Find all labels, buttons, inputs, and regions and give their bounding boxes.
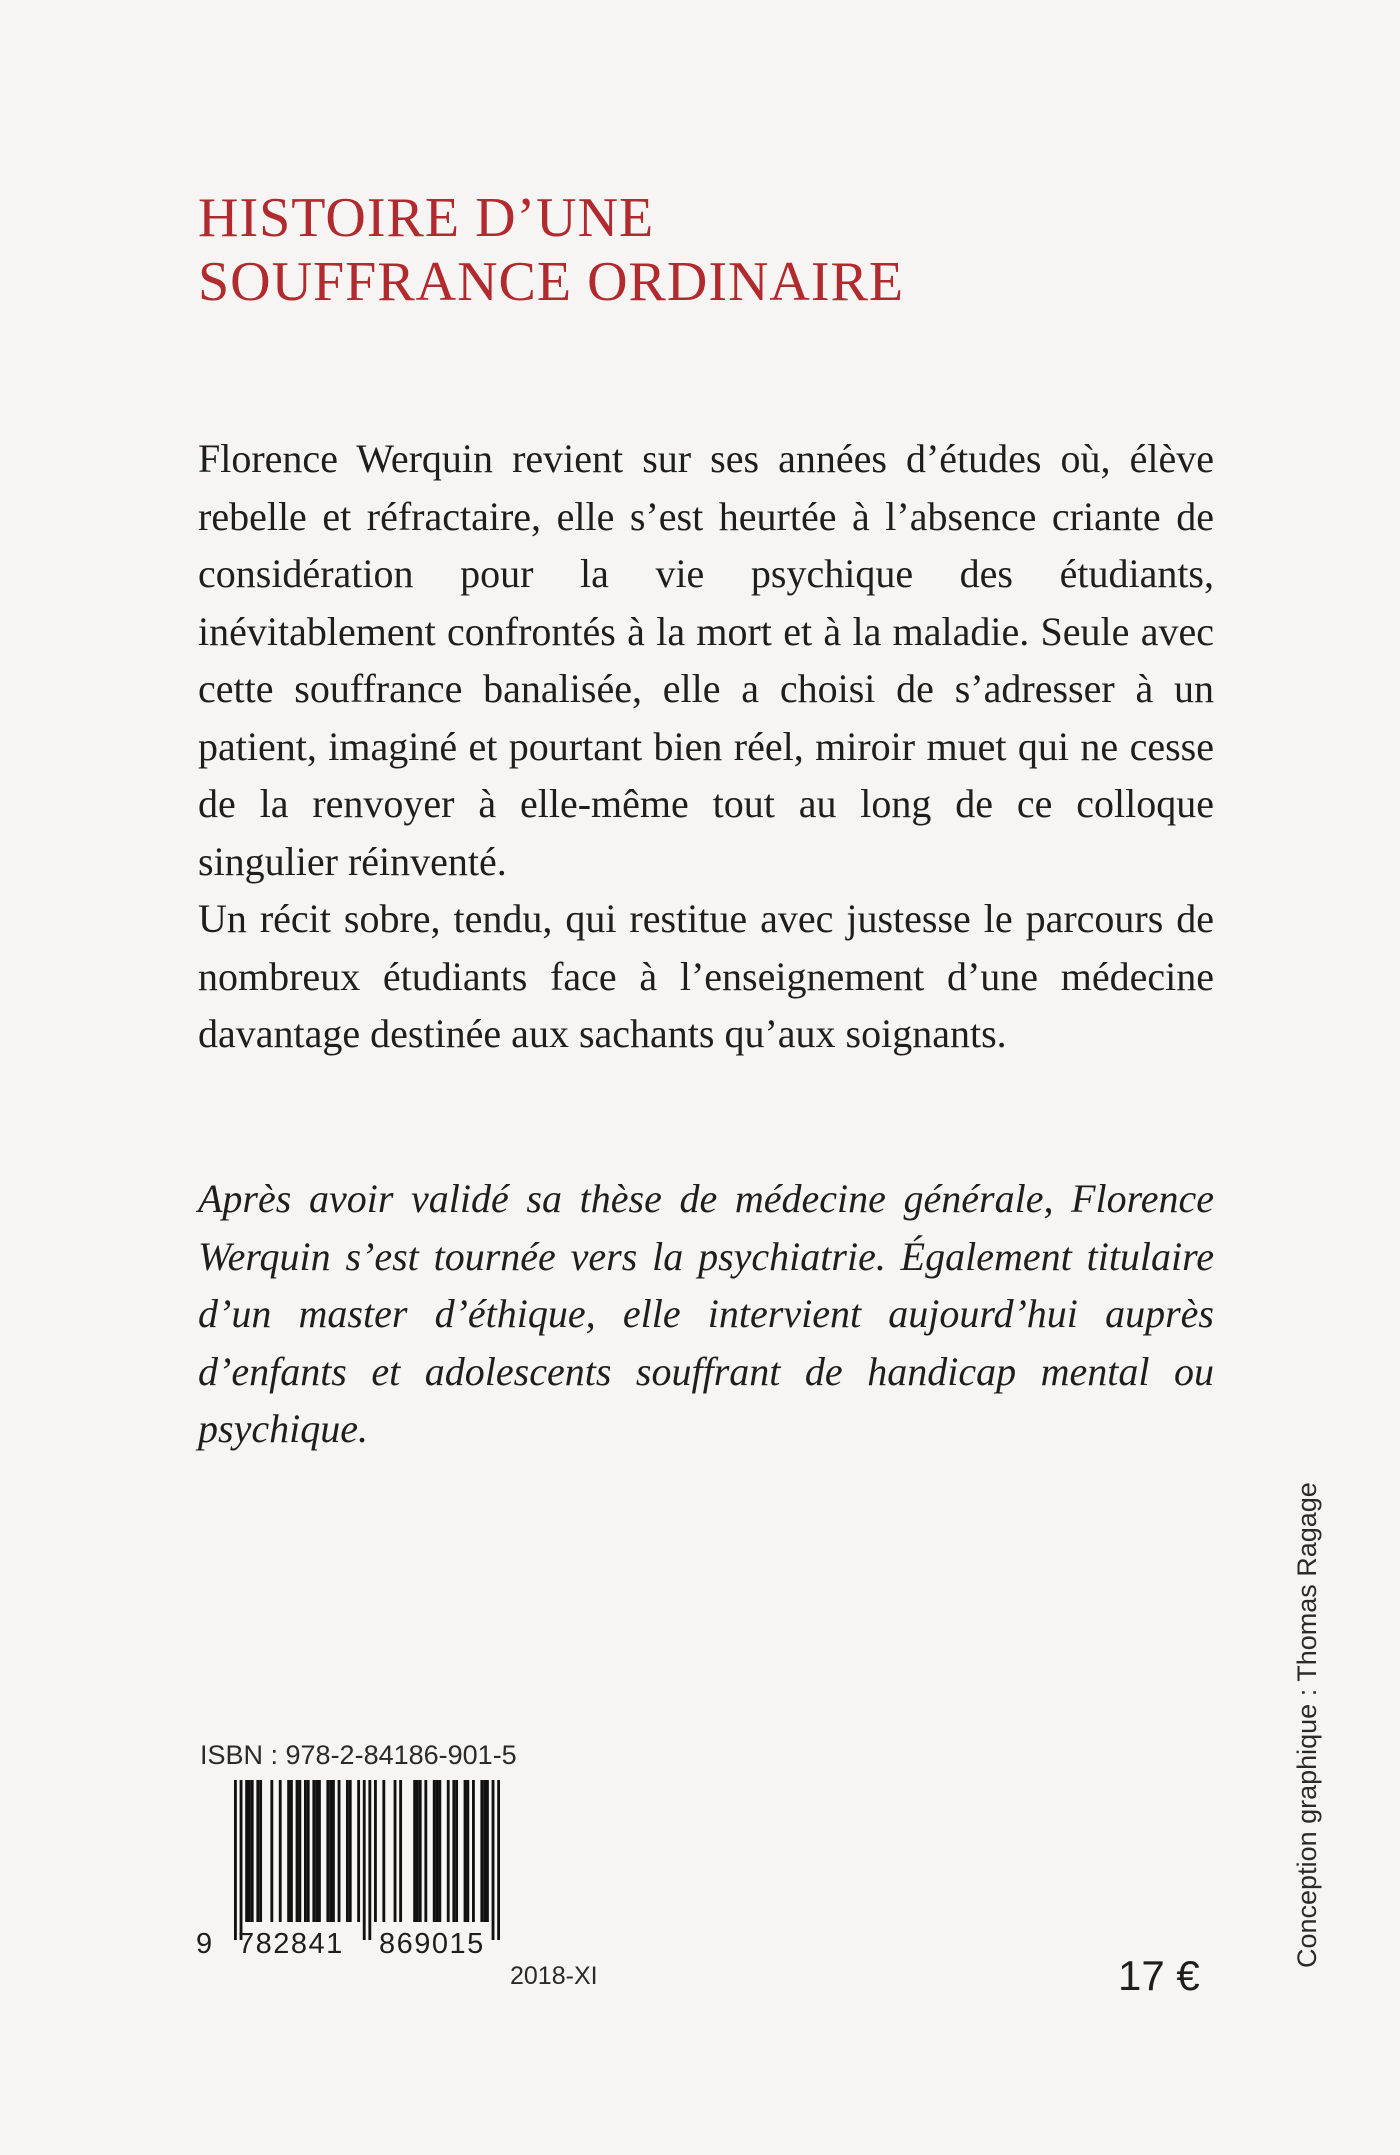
summary-paragraph-1: Florence Werquin revient sur ses années d’études où, élève rebelle et réfractaire, elle s’est heurtée à l’absence criante de considération pour la vie psychique des étudiants, inévitablement confrontés à la mort et à la maladie. Seule avec cette souffrance banalisée, elle a choisi de s’adresser à un patient, imaginé et pourtant bien réel, miroir muet qui ne cesse de la renvoyer à elle-même tout au long de ce colloque singulier réinventé. [198, 436, 1214, 884]
barcode-bar [329, 1780, 332, 1922]
barcode-bar [394, 1780, 397, 1922]
barcode-bar [486, 1780, 489, 1922]
barcode-digits-left: 782841 [238, 1928, 344, 1960]
barcode-bar [312, 1780, 315, 1922]
barcode-bar [318, 1780, 321, 1922]
barcode-bar [290, 1780, 293, 1922]
barcode-bar [368, 1780, 371, 1940]
barcode-bar [447, 1780, 450, 1922]
barcode-bar [438, 1780, 441, 1922]
book-summary [198, 430, 1214, 1063]
barcode-bar [315, 1780, 318, 1922]
summary-paragraph-2: Un récit sobre, tendu, qui restitue avec justesse le parcours de nombreux étudiants face à l’enseignement d’une médecine davantage destinée aux sachants qu’aux soignants. [198, 896, 1214, 1056]
barcode [234, 1780, 500, 1940]
barcode-bar [419, 1780, 422, 1922]
barcode-bar [279, 1780, 282, 1922]
barcode-bar [416, 1780, 419, 1922]
barcode-bar [346, 1780, 349, 1922]
book-title [198, 186, 1198, 314]
barcode-bar [492, 1780, 495, 1940]
barcode-bar [455, 1780, 458, 1922]
author-bio: Après avoir validé sa thèse de médecine générale, Florence Werquin s’est tournée vers la psychiatrie. Également titulaire d’un master d’éthique, elle intervient aujourd’hui auprès d’enfants et adolescents souffrant de handicap mental ou psychique. [198, 1176, 1214, 1451]
barcode-digits-right: 869015 [379, 1928, 485, 1960]
barcode-bar [466, 1780, 469, 1922]
barcode-bar [452, 1780, 455, 1922]
barcode-bar [480, 1780, 483, 1922]
barcode-bar [363, 1780, 366, 1940]
barcode-bar [326, 1780, 329, 1922]
barcode-digit-first: 9 [196, 1928, 213, 1960]
book-title-line-1: HISTOIRE D’UNE [198, 187, 655, 249]
barcode-bar [424, 1780, 427, 1922]
barcode-bar [374, 1780, 377, 1922]
barcode-bar [256, 1780, 259, 1922]
barcode-bar [338, 1780, 341, 1922]
barcode-bar [349, 1780, 352, 1922]
barcode-bar [307, 1780, 310, 1922]
barcode-bar [433, 1780, 436, 1922]
barcode-bar [304, 1780, 307, 1922]
barcode-bar [245, 1780, 248, 1922]
barcode-bar [332, 1780, 335, 1922]
barcode-bar [472, 1780, 475, 1922]
barcode-bar [251, 1780, 254, 1922]
barcode-bar [234, 1780, 237, 1940]
barcode-bar [270, 1780, 273, 1922]
barcode-bar [413, 1780, 416, 1922]
barcode-bar [436, 1780, 439, 1922]
barcode-bar [248, 1780, 251, 1922]
price: 17 € [1118, 1952, 1200, 1999]
barcode-bar [483, 1780, 486, 1922]
book-title-line-2: SOUFFRANCE ORDINAIRE [198, 251, 905, 313]
design-credit: Conception graphique : Thomas Ragage [1292, 1482, 1322, 1968]
barcode-bar [357, 1780, 360, 1922]
edition-code: 2018-XI [510, 1962, 598, 1990]
barcode-bar [259, 1780, 262, 1922]
barcode-bar [240, 1780, 243, 1940]
barcode-bar [296, 1780, 299, 1922]
barcode-bar [497, 1780, 500, 1940]
barcode-bar [382, 1780, 385, 1922]
barcode-bar [287, 1780, 290, 1922]
isbn-label: ISBN : 978-2-84186-901-5 [200, 1740, 517, 1770]
barcode-bar [298, 1780, 301, 1922]
barcode-bar [464, 1780, 467, 1922]
barcode-bar [399, 1780, 402, 1922]
